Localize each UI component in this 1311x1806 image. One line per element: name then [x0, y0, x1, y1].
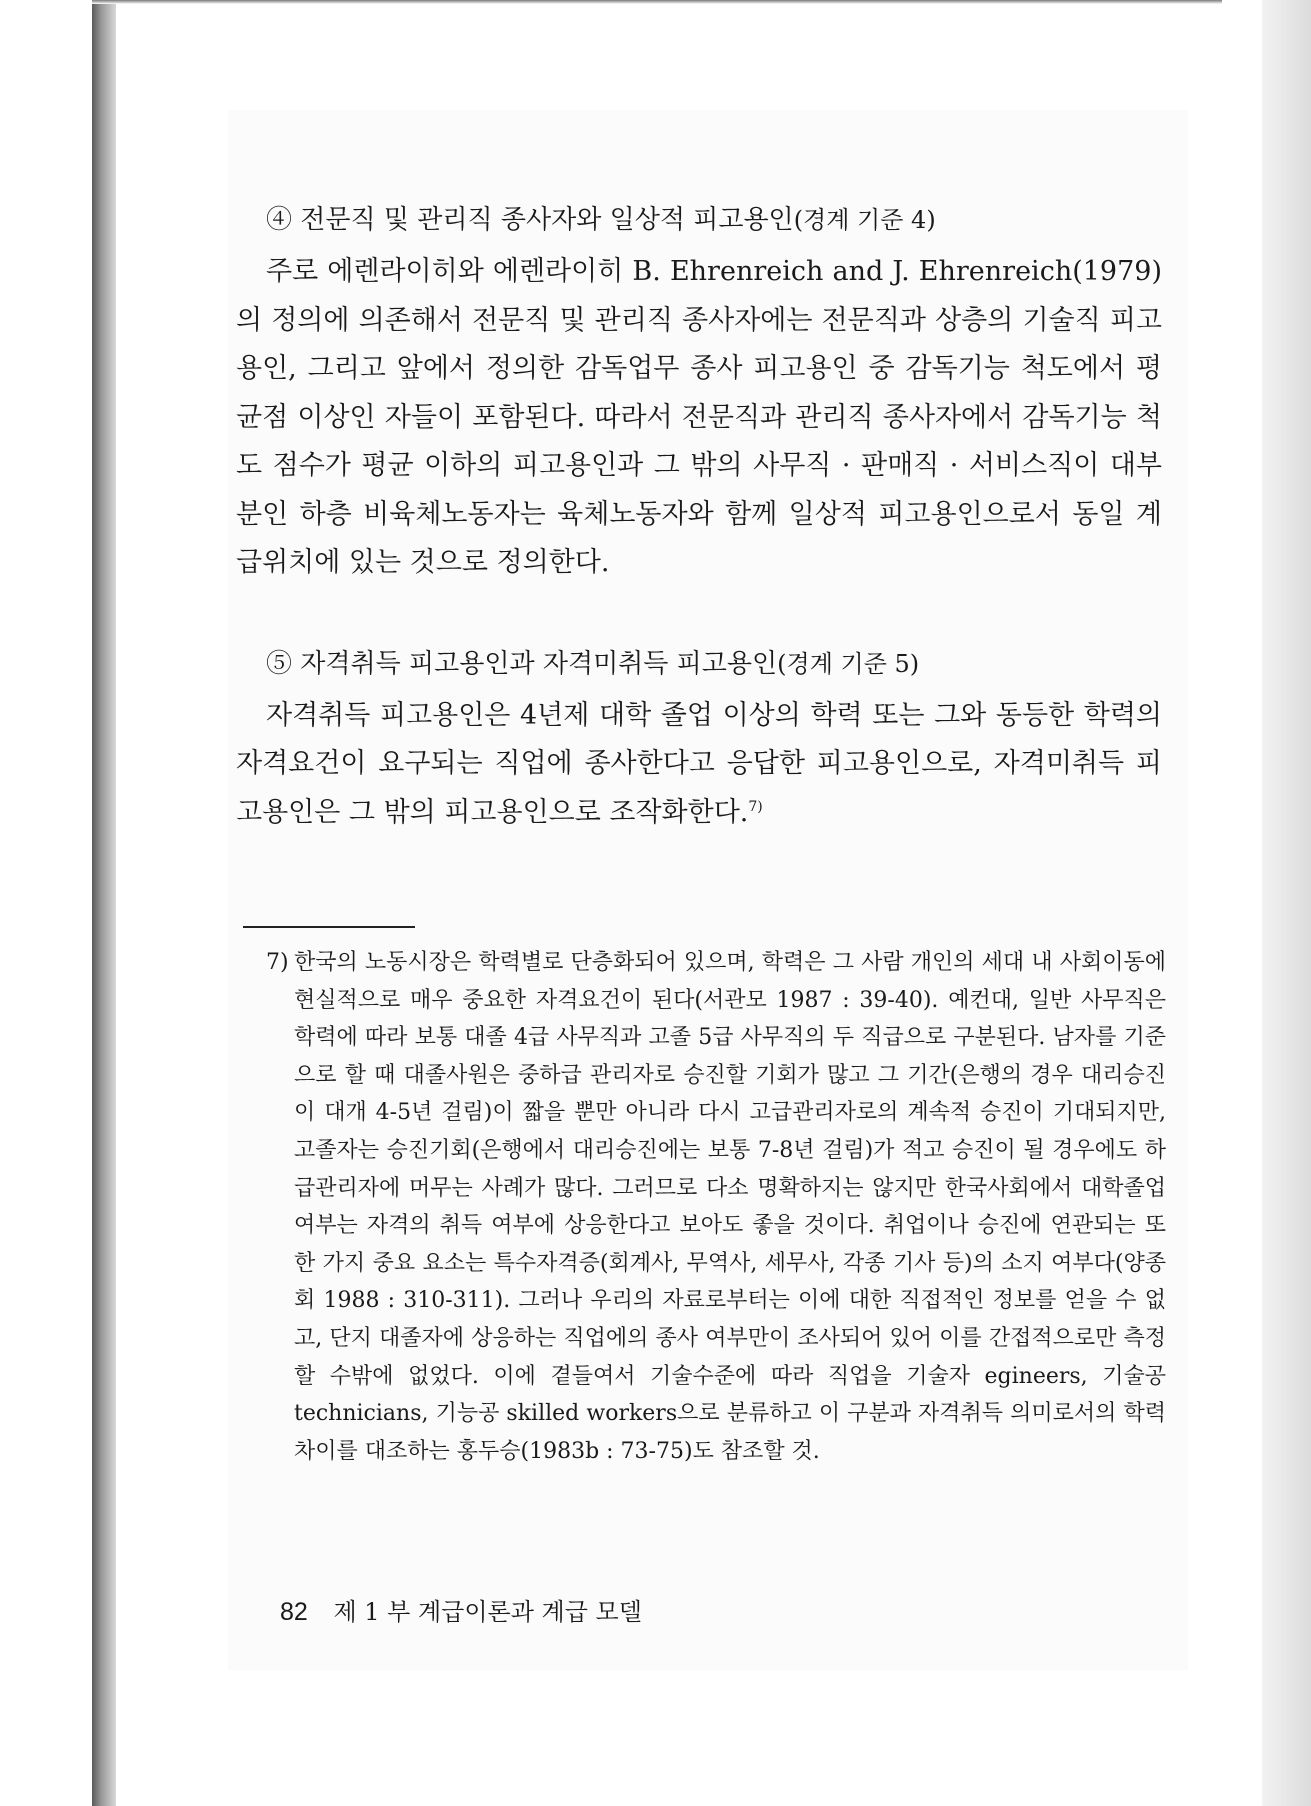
page-footer	[280, 1596, 642, 1628]
book-spine-shadow	[92, 0, 116, 1806]
page-right-edge	[1262, 0, 1311, 1806]
section-4-heading-criterion: (경계 기준 4)	[793, 206, 936, 234]
section-4-heading-text: ④ 전문직 및 관리직 종사자와 일상적 피고용인	[266, 205, 794, 235]
section-5-body-text: 자격취득 피고용인은 4년제 대학 졸업 이상의 학력 또는 그와 동등한 학력의 자격요건이 요구되는 직업에 종사한다고 응답한 피고용인으로, 자격미취득 피고용인은 그 밖의 피고용인으로 조작화한다.	[236, 699, 1162, 828]
section-4-heading	[266, 200, 1162, 240]
footnote-text: 한국의 노동시장은 학력별로 단층화되어 있으며, 학력은 그 사람 개인의 세대 내 사회이동에 현실적으로 매우 중요한 자격요건이 된다(서관모 1987 : 39-40). 예컨대, 일반 사무직은 학력에 따라 보통 대졸 4급 사무직과 고졸 5급 사무직의 두 직급으로 구분된다. 남자를 기준으로 할 때 대졸사원은 중하급 관리자로 승진할 기회가 많고 그 기간(은행의 경우 대리승진이 대개 4-5년 걸림)이 짧을 뿐만 아니라 다시 고급관리자로의 계속적 승진이 기대되지만, 고졸자는 승진기회(은행에서 대리승진에는 보통 7-8년 걸림)가 적고 승진이 될 경우에도 하급관리자에 머무는 사례가 많다. 그러므로 다소 명확하지는 않지만 한국사회에서 대학졸업 여부는 자격의 취득 여부에 상응한다고 보아도 좋을 것이다. 취업이나 승진에 연관되는 또 한 가지 중요 요소는 특수자격증(회계사, 무역사, 세무사, 각종 기사 등)의 소지 여부다(양종회 1988 : 310-311). 그러나 우리의 자료로부터는 이에 대한 직접적인 정보를 얻을 수 없고, 단지 대졸자에 상응하는 직업에의 종사 여부만이 조사되어 있어 이를 간접적으로만 측정할 수밖에 없었다. 이에 곁들여서 기술수준에 따라 직업을 기술자 egineers, 기술공 technicians, 기능공 skilled workers으로 분류하고 이 구분과 자격취득 의미로서의 학력 차이를 대조하는 홍두승(1983b : 73-75)도 참조할 것.	[294, 950, 1166, 1464]
running-title: 제 1 부 계급이론과 계급 모델	[333, 1598, 642, 1626]
section-5-body	[236, 692, 1162, 838]
section-5-heading-criterion: (경계 기준 5)	[777, 649, 920, 678]
section-4-body	[236, 248, 1162, 588]
section-4-body-text: 주로 에렌라이히와 에렌라이히 B. Ehrenreich and J. Ehrenreich(1979)의 정의에 의존해서 전문직 및 관리직 종사자에는 전문직과 상층의 기술직 피고용인, 그리고 앞에서 정의한 감독업무 종사 피고용인 중 감독기능 척도에서 평균점 이상인 자들이 포함된다. 따라서 전문직과 관리직 종사자에서 감독기능 척도 점수가 평균 이하의 피고용인과 그 밖의 사무직 · 판매직 · 서비스직이 대부분인 하층 비육체노동자는 육체노동자와 함께 일상적 피고용인으로서 동일 계급위치에 있는 것으로 정의한다.	[236, 256, 1162, 578]
footnote-reference[interactable]: 7)	[748, 798, 763, 815]
section-5-heading	[266, 644, 1162, 684]
footnote-divider	[243, 926, 415, 928]
section-5-heading-text: ⑤ 자격취득 피고용인과 자격미취득 피고용인	[266, 648, 778, 679]
footnote-7	[266, 944, 1166, 1470]
main-text	[236, 200, 1162, 837]
footnote-number: 7)	[266, 950, 289, 975]
page-number: 82	[280, 1598, 308, 1626]
